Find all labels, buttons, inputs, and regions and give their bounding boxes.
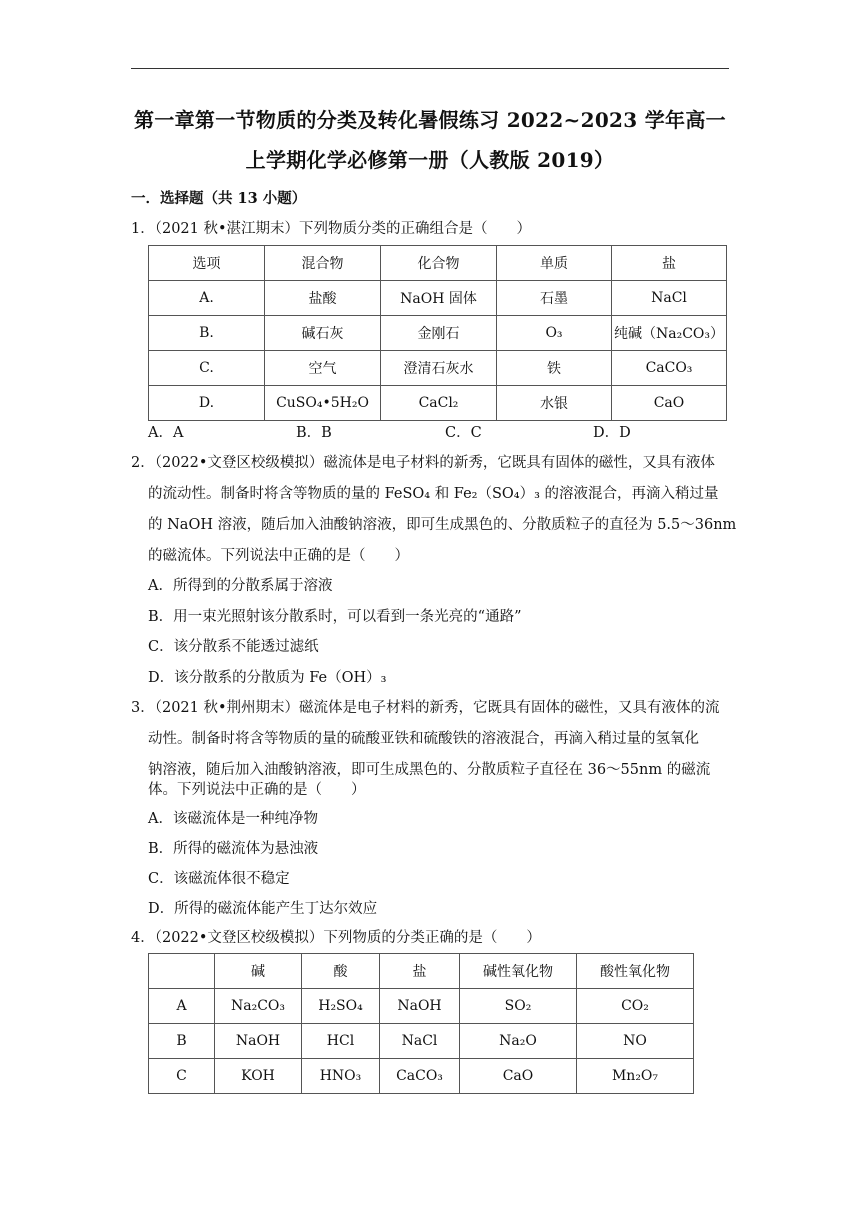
q2-line-4: 的磁流体。下列说法中正确的是（ ） (148, 548, 409, 564)
choice-d: D．D (593, 425, 631, 441)
q1-stem: 1．（2021 秋•湛江期末）下列物质分类的正确组合是（ ） (131, 221, 532, 237)
q2-option-a: A．所得到的分散系属于溶液 (148, 578, 333, 594)
table-cell: CaCl₂ (381, 386, 497, 421)
q4-header-cell: 酸性氧化物 (577, 954, 694, 989)
table-cell: HCl (302, 1024, 380, 1059)
table-cell: 澄清石灰水 (381, 351, 497, 386)
table-cell: A. (149, 281, 265, 316)
q2-line-1: 2．（2022•文登区校级模拟）磁流体是电子材料的新秀，它既具有固体的磁性，又具有液体 (131, 455, 715, 471)
table-row (149, 316, 727, 351)
table-cell: 碱石灰 (265, 316, 381, 351)
table-cell: Na₂O (460, 1024, 577, 1059)
q1-table (148, 245, 727, 421)
q3-option-a: A．该磁流体是一种纯净物 (148, 811, 318, 827)
table-cell: O₃ (497, 316, 612, 351)
table-row (149, 386, 727, 421)
q3-line-4: 体。下列说法中正确的是（ ） (148, 782, 366, 798)
q2-option-d: D．该分散系的分散质为 Fe（OH）₃ (148, 670, 387, 686)
q2-option-b: B．用一束光照射该分散系时，可以看到一条光亮的“通路” (148, 609, 522, 625)
table-cell: 铁 (497, 351, 612, 386)
table-cell: NaOH 固体 (381, 281, 497, 316)
table-cell: NaCl (380, 1024, 460, 1059)
table-cell: Na₂CO₃ (215, 989, 302, 1024)
q2-option-c: C．该分散系不能透过滤纸 (148, 639, 319, 655)
table-cell: CaO (460, 1059, 577, 1094)
q3-line-2: 动性。制备时将含等物质的量的硫酸亚铁和硫酸铁的溶液混合，再滴入稍过量的氢氧化 (148, 731, 699, 747)
table-cell: 空气 (265, 351, 381, 386)
q1-header-cell: 化合物 (381, 246, 497, 281)
table-cell: CaCO₃ (612, 351, 727, 386)
table-cell: SO₂ (460, 989, 577, 1024)
q1-header-cell: 盐 (612, 246, 727, 281)
table-cell: NO (577, 1024, 694, 1059)
table-cell: 金刚石 (381, 316, 497, 351)
table-cell: NaOH (380, 989, 460, 1024)
q4-header-cell: 碱 (215, 954, 302, 989)
table-cell: CaCO₃ (380, 1059, 460, 1094)
q3-line-1: 3．（2021 秋•荆州期末）磁流体是电子材料的新秀，它既具有固体的磁性，又具有液体的流 (131, 700, 720, 716)
q2-line-3: 的 NaOH 溶液，随后加入油酸钠溶液，即可生成黑色的、分散质粒子的直径为 5.5～36nm (148, 517, 737, 533)
table-cell: 纯碱（Na₂CO₃） (612, 316, 727, 351)
choice-c: C．C (445, 425, 482, 441)
table-cell: 水银 (497, 386, 612, 421)
choice-b: B．B (296, 425, 332, 441)
table-row (149, 1059, 694, 1094)
q4-header-cell: 盐 (380, 954, 460, 989)
choice-a: A．A (148, 425, 184, 441)
table-cell: NaCl (612, 281, 727, 316)
table-cell: 盐酸 (265, 281, 381, 316)
q2-line-2: 的流动性。制备时将含等物质的量的 FeSO₄ 和 Fe₂（SO₄）₃ 的溶液混合，再滴入稍过量 (148, 486, 719, 502)
table-row (149, 1024, 694, 1059)
table-cell: C. (149, 351, 265, 386)
table-row (149, 351, 727, 386)
section-heading: 一．选择题（共 13 小题） (131, 190, 307, 207)
table-cell: NaOH (215, 1024, 302, 1059)
q3-option-b: B．所得的磁流体为悬浊液 (148, 841, 319, 857)
q4-stem: 4．（2022•文登区校级模拟）下列物质的分类正确的是（ ） (131, 930, 541, 946)
q1-header-cell: 单质 (497, 246, 612, 281)
q4-header-cell (149, 954, 215, 989)
q1-table-header-row (149, 246, 727, 281)
q4-table-header-row (149, 954, 694, 989)
document-title-line-1: 第一章第一节物质的分类及转化暑假练习 2022~2023 学年高一 (134, 108, 726, 132)
q3-line-3: 钠溶液，随后加入油酸钠溶液，即可生成黑色的、分散质粒子直径在 36～55nm 的磁流 (148, 762, 711, 778)
table-row (149, 989, 694, 1024)
table-cell: 石墨 (497, 281, 612, 316)
q4-table (148, 953, 694, 1094)
table-cell: CO₂ (577, 989, 694, 1024)
header-rule (131, 68, 729, 69)
q4-header-cell: 酸 (302, 954, 380, 989)
q3-option-d: D．所得的磁流体能产生丁达尔效应 (148, 901, 378, 917)
table-cell: D. (149, 386, 265, 421)
table-cell: B. (149, 316, 265, 351)
q4-header-cell: 碱性氧化物 (460, 954, 577, 989)
table-cell: CuSO₄•5H₂O (265, 386, 381, 421)
q3-option-c: C．该磁流体很不稳定 (148, 871, 290, 887)
q1-header-cell: 选项 (149, 246, 265, 281)
table-cell: C (149, 1059, 215, 1094)
document-title-line-2: 上学期化学必修第一册（人教版 2019） (245, 148, 615, 172)
table-cell: H₂SO₄ (302, 989, 380, 1024)
table-row (149, 281, 727, 316)
table-cell: CaO (612, 386, 727, 421)
table-cell: HNO₃ (302, 1059, 380, 1094)
table-cell: B (149, 1024, 215, 1059)
table-cell: A (149, 989, 215, 1024)
table-cell: Mn₂O₇ (577, 1059, 694, 1094)
q1-header-cell: 混合物 (265, 246, 381, 281)
table-cell: KOH (215, 1059, 302, 1094)
